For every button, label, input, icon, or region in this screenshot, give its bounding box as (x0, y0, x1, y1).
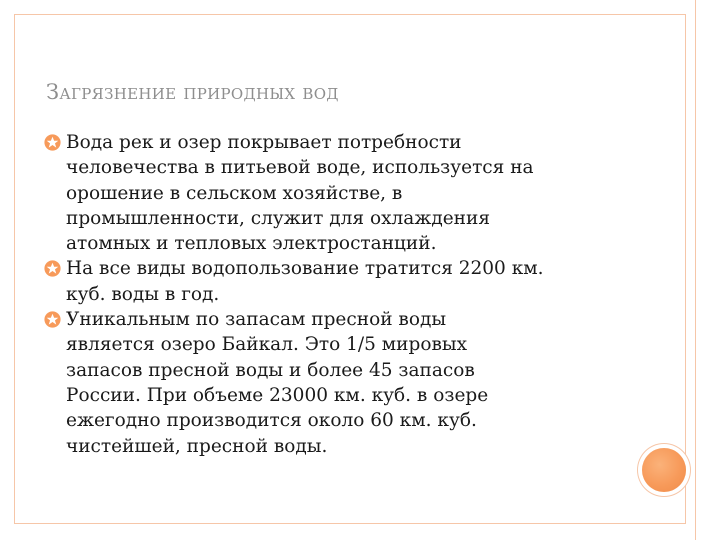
bullet-line: На все виды водопользование тратится 2200 км. (66, 258, 544, 280)
bullet-line: атомных и тепловых электростанций. (66, 233, 437, 255)
bullet-item (44, 130, 634, 256)
star-bullet-icon (44, 260, 61, 277)
slide-content (44, 130, 634, 459)
bullet-line: чистейшей, пресной воды. (66, 435, 328, 457)
star-bullet-icon (44, 134, 61, 151)
decorative-orb (642, 448, 686, 492)
bullet-line: орошение в сельском хозяйстве, в (66, 182, 403, 204)
bullet-line: запасов пресной воды и более 45 запасов (66, 359, 475, 381)
star-bullet-icon (44, 311, 61, 328)
bullet-line: промышленности, служит для охлаждения (66, 207, 491, 229)
bullet-item (44, 307, 634, 459)
bullet-line: является озеро Байкал. Это 1/5 мировых (66, 334, 468, 356)
bullet-line: Уникальным по запасам пресной воды (66, 309, 447, 331)
bullet-line: куб. воды в год. (66, 283, 220, 305)
slide-title: Загрязнение природных вод (46, 80, 339, 104)
bullet-line: Вода рек и озер покрывает потребности (66, 132, 462, 153)
bullet-line: ежегодно производится около 60 км. куб. (66, 410, 477, 432)
decorative-vertical-line (695, 0, 696, 540)
bullet-line: России. При объеме 23000 км. куб. в озере (66, 384, 489, 406)
bullet-item (44, 256, 634, 307)
bullet-line: человечества в питьевой воде, используется на (66, 157, 534, 179)
